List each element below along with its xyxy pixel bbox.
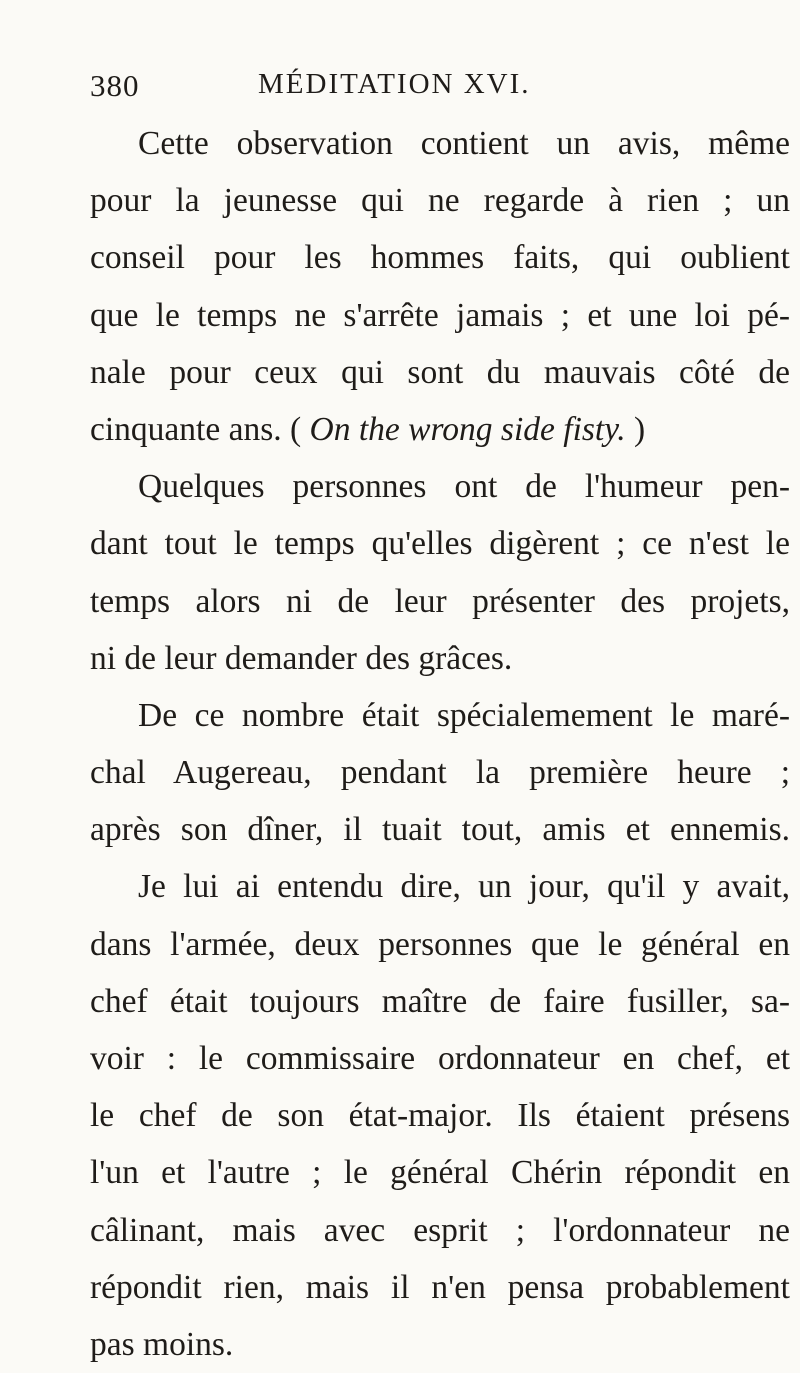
text-line: chef était toujours maître de faire fusiller, sa-: [90, 982, 790, 1020]
text-line: dant tout le temps qu'elles digèrent ; ce n'est le: [90, 525, 790, 563]
text-line: l'un et l'autre ; le général Chérin répondit en: [90, 1154, 790, 1192]
text-line: pour la jeunesse qui ne regarde à rien ; un: [90, 182, 790, 220]
text-line: pas moins.: [90, 1325, 234, 1363]
text-line: ni de leur demander des grâces.: [90, 639, 513, 677]
text-line: répondit rien, mais il n'en pensa probablement: [90, 1268, 790, 1306]
text-line: voir : le commissaire ordonnateur en chef, et: [90, 1040, 790, 1077]
english-phrase: On the wrong side fisty.: [309, 410, 626, 448]
text-line: De ce nombre était spécialemement le maré-: [138, 696, 790, 734]
text-line: après son dîner, il tuait tout, amis et ennemis.: [90, 811, 790, 849]
text-line: nale pour ceux qui sont du mauvais côté de: [90, 353, 790, 391]
page-number: 380: [90, 68, 140, 103]
text-line: câlinant, mais avec esprit ; l'ordonnateur ne: [90, 1211, 790, 1249]
text-line: chal Augereau, pendant la première heure ;: [90, 754, 790, 792]
text-line: que le temps ne s'arrête jamais ; et une loi pé-: [90, 296, 790, 334]
text-line: Quelques personnes ont de l'humeur pen-: [138, 468, 790, 506]
text-line-with-english: [90, 401, 790, 458]
text-segment: cinquante ans. (: [90, 410, 302, 448]
closing-paren: ): [625, 410, 646, 448]
text-line: temps alors ni de leur présenter des projets,: [90, 582, 790, 620]
text-line: le chef de son état-major. Ils étaient présens: [90, 1097, 790, 1135]
text-line: Je lui ai entendu dire, un jour, qu'il y avait,: [138, 868, 790, 906]
text-line: dans l'armée, deux personnes que le général en: [90, 925, 790, 963]
text-line: conseil pour les hommes faits, qui oublient: [90, 239, 790, 277]
text-line: Cette observation contient un avis, même: [138, 125, 790, 162]
running-title: MÉDITATION XVI.: [258, 68, 531, 100]
text-body: [90, 115, 790, 1373]
running-head: [90, 68, 790, 108]
